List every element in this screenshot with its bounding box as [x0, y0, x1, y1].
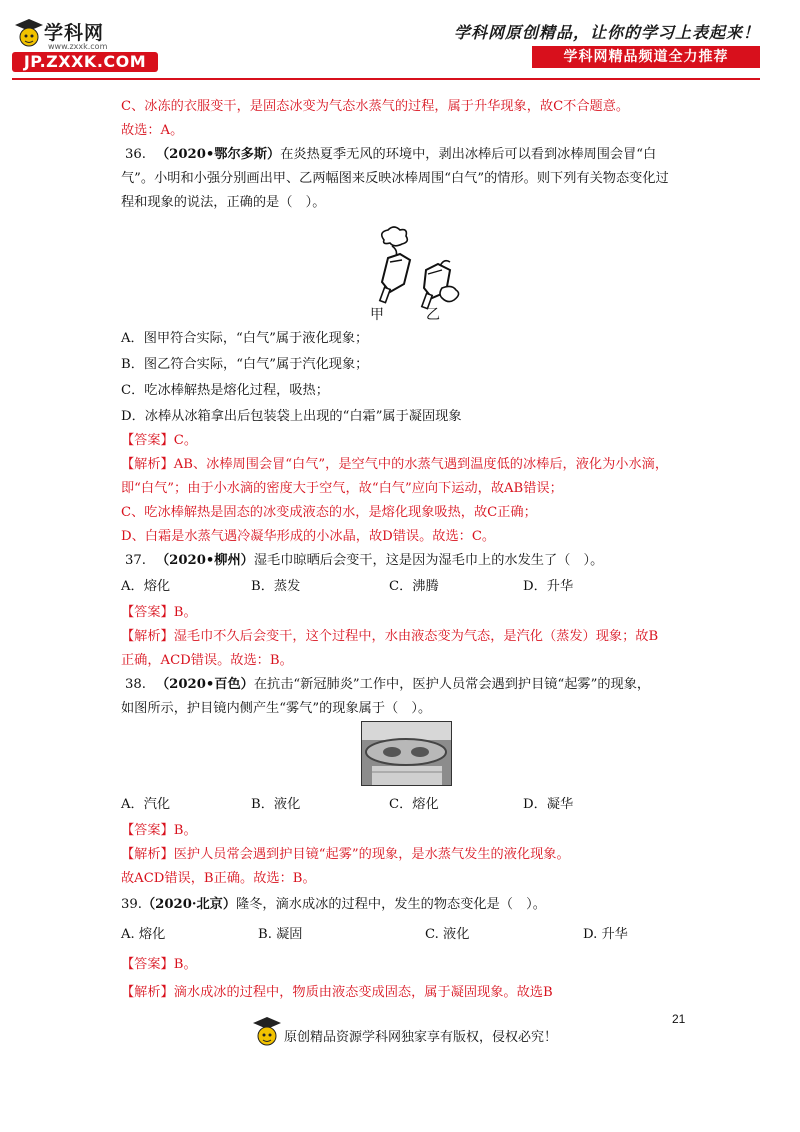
question-number: 37.	[125, 553, 146, 568]
question-source: （2020•百色）	[155, 677, 254, 692]
explanation-line4: D、白霜是水蒸气遇冷凝华形成的小冰晶，故D错误。故选：C。	[121, 529, 496, 544]
footer-copyright: 原创精品资源学科网独家享有版权，侵权必究！	[284, 1030, 558, 1045]
answer: 【答案】B。	[121, 605, 197, 620]
question-36-line2: 气”。小明和小强分别画出甲、乙两幅图来反映冰棒周围“白气”的情形。则下列有关物态变化过	[121, 171, 669, 186]
option-c: C．吃冰棒解热是熔化过程，吸热；	[121, 383, 329, 398]
option-d: D．凝华	[523, 797, 574, 812]
prev-choose: 故选：A。	[121, 123, 184, 138]
answer: 【答案】C。	[121, 433, 198, 448]
question-number: 39.	[121, 897, 142, 912]
question-text: 湿毛巾晾晒后会变干，这是因为湿毛巾上的水发生了（ ）。	[253, 553, 604, 568]
question-source: （2020·北京）	[141, 897, 237, 912]
explanation-line2: 正确，ACD错误。故选：B。	[121, 653, 293, 668]
question-number: 36.	[125, 147, 146, 162]
option-b: B．液化	[251, 797, 301, 812]
explanation-line1: 【解析】AB、冰棒周围会冒“白气”，是空气中的水蒸气遇到温度低的冰棒后，液化为小水滴，	[121, 457, 669, 472]
option-c: C. 液化	[425, 927, 470, 942]
option-a: A．图甲符合实际，“白气”属于液化现象；	[121, 331, 369, 346]
option-d: D. 升华	[583, 927, 628, 942]
option-c: C．沸腾	[389, 579, 439, 594]
logo-name: 学科网	[44, 22, 105, 44]
figure-label-jia: 甲	[370, 307, 384, 323]
question-37	[125, 552, 603, 570]
answer: 【答案】B。	[121, 823, 197, 838]
header-slogan: 学科网原创精品，让你的学习上表起来！	[453, 23, 760, 42]
question-39	[121, 896, 546, 914]
option-b: B．蒸发	[251, 579, 301, 594]
figure-label-yi: 乙	[426, 307, 440, 323]
header-divider	[12, 78, 760, 80]
question-38	[125, 676, 650, 694]
question-source: （2020•鄂尔多斯）	[155, 147, 281, 162]
question-number: 38.	[125, 677, 146, 692]
question-36-line3: 程和现象的说法，正确的是（ ）。	[121, 195, 326, 210]
logo-sub: www.zxxk.com	[48, 42, 108, 51]
header-banner: 学科网精品频道全力推荐	[532, 46, 760, 68]
option-b: B．图乙符合实际，“白气”属于汽化现象；	[121, 357, 369, 372]
mascot-icon	[14, 18, 44, 50]
explanation-line1: 【解析】医护人员常会遇到护目镜“起雾”的现象，是水蒸气发生的液化现象。	[121, 847, 570, 862]
explanation-line1: 【解析】湿毛巾不久后会变干，这个过程中，水由液态变为气态，是汽化（蒸发）现象；故B	[121, 629, 659, 644]
explanation-line2: 即“白气”；由于小水滴的密度大于空气，故“白气”应向下运动，故AB错误；	[121, 481, 563, 496]
option-a: A．汽化	[121, 797, 171, 812]
question-text: 隆冬，滴水成冰的过程中，发生的物态变化是（ ）。	[236, 897, 546, 912]
option-a: A. 熔化	[121, 927, 166, 942]
answer: 【答案】B。	[121, 957, 197, 972]
site-logo	[12, 18, 162, 74]
explanation-line1: 【解析】滴水成冰的过程中，物质由液态变成固态，属于凝固现象。故选B	[121, 985, 553, 1000]
option-b: B. 凝固	[258, 927, 303, 942]
option-d: D．冰棒从冰箱拿出后包装袋上出现的“白霜”属于凝固现象	[121, 409, 462, 424]
page-number: 21	[672, 1012, 686, 1026]
goggles-photo	[361, 721, 452, 786]
goggles-drawing	[362, 722, 451, 785]
question-source: （2020•柳州）	[155, 553, 254, 568]
question-text: 在炎热夏季无风的环境中，剥出冰棒后可以看到冰棒周围会冒“白	[280, 147, 657, 162]
prev-option-c-explanation: C、冰冻的衣服变干，是固态冰变为气态水蒸气的过程，属于升华现象，故C不合题意。	[121, 99, 630, 114]
ice-pop-figure	[366, 226, 466, 322]
explanation-line2: 故ACD错误，B正确。故选：B。	[121, 871, 316, 886]
question-text: 在抗击“新冠肺炎”工作中，医护人员常会遇到护目镜“起雾”的现象，	[253, 677, 651, 692]
question-38-line2: 如图所示，护目镜内侧产生“雾气”的现象属于（ ）。	[121, 701, 432, 716]
option-d: D．升华	[523, 579, 574, 594]
question-36	[125, 146, 656, 164]
option-c: C．熔化	[389, 797, 439, 812]
option-a: A．熔化	[121, 579, 171, 594]
mascot-icon	[252, 1016, 282, 1050]
explanation-line3: C、吃冰棒解热是固态的冰变成液态的水，是熔化现象吸热，故C正确；	[121, 505, 537, 520]
logo-url[interactable]: JP.ZXXK.COM	[12, 52, 158, 72]
